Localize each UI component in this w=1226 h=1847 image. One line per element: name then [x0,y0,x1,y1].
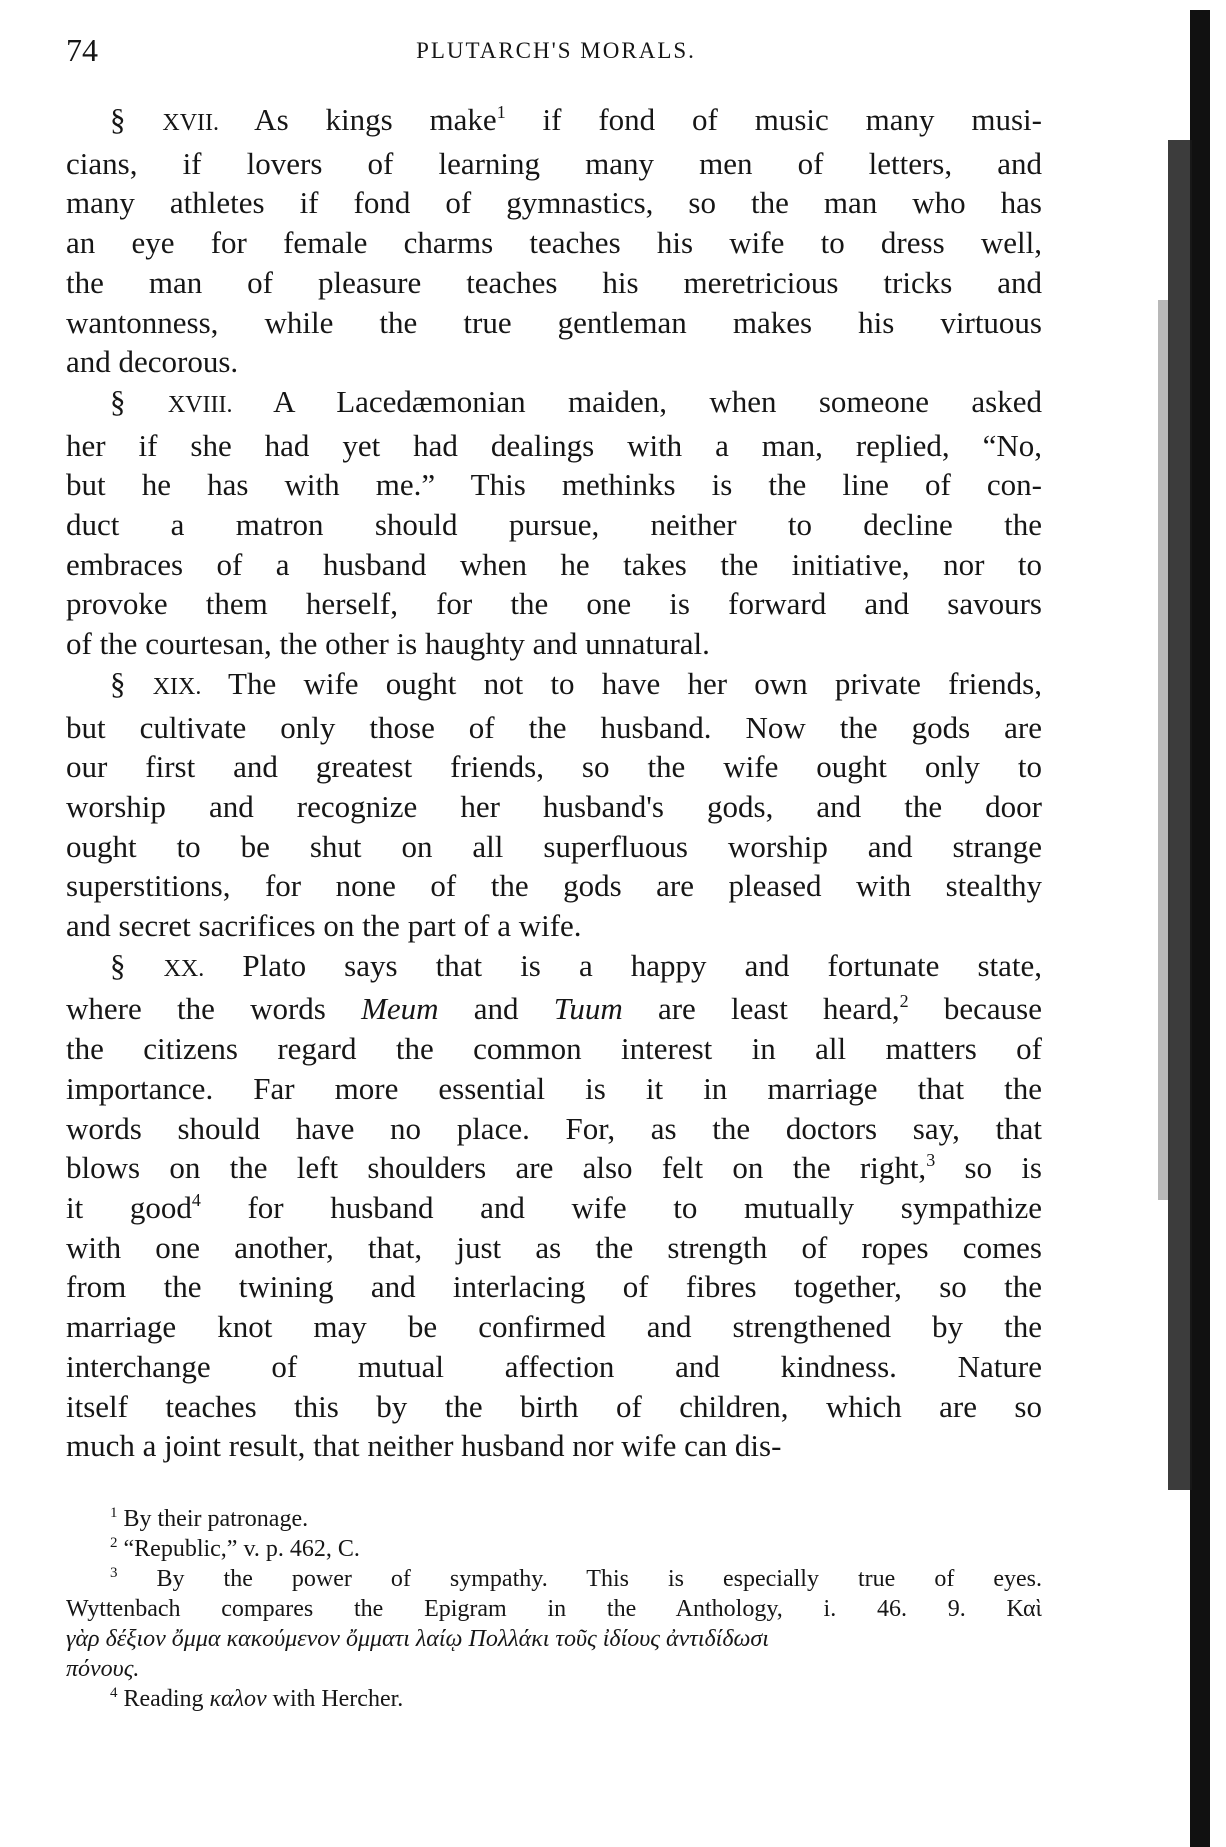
text-line [66,1188,1042,1228]
footnote-continuation [66,1594,1042,1624]
line-text: As kings make [219,102,497,137]
footnote-mark: 1 [110,1505,118,1521]
section-sign: § [110,947,164,983]
text-line [66,1109,1042,1149]
text-line [66,584,1042,624]
line-text: and [438,991,554,1027]
text-line [66,624,1042,664]
footnote-ref-2: 2 [899,991,909,1012]
text-line [66,787,1042,827]
line-text: embraces of a husband when he takes the initiative, nor to [66,546,1042,582]
footnote-ref-1: 1 [496,102,506,122]
line-text: for husband and wife to mutually sympathize [200,1189,1042,1225]
line-text: worship and recognize her husband's gods, and the door [66,788,1042,824]
footnote-2 [66,1534,1042,1564]
binding-shadow-fade [1158,300,1170,1200]
footnote-text: πόνους. [66,1656,140,1682]
footnote-mark: 3 [110,1565,118,1581]
text-line [66,1148,1042,1188]
text-line [66,1347,1042,1387]
footnote-continuation [66,1654,1042,1684]
text-line [66,1228,1042,1268]
italic-word: Tuum [553,991,623,1027]
footnote-continuation [66,1624,1042,1654]
line-text: many athletes if fond of gymnastics, so the man who has [66,185,1042,221]
line-text: so is [935,1150,1042,1186]
line-text: The wife ought not to have her own private friends, [201,665,1042,701]
line-text: her if she had yet had dealings with a man, replied, “No, [66,427,1042,463]
text-line [66,708,1042,748]
line-text: because [908,991,1042,1027]
line-text: A Lacedæmonian maiden, when someone asked [232,383,1042,419]
text-line [66,223,1042,263]
line-text: ought to be shut on all superfluous worship and strange [66,828,1042,864]
text-line [66,303,1042,343]
text-line [66,183,1042,223]
line-text: it good [66,1189,192,1225]
line-text: itself teaches this by the birth of children, which are so [66,1388,1042,1424]
text-line [66,827,1042,867]
text-line [66,100,1042,144]
page-number: 74 [66,32,98,68]
line-text: much a joint result, that neither husband nor wife can dis- [66,1428,782,1464]
footnote-1 [66,1504,1042,1534]
line-text: interchange of mutual affection and kindness. Nature [66,1348,1042,1384]
footnote-ref-3: 3 [926,1150,936,1171]
section-number: XX. [163,955,205,982]
text-line [66,1069,1042,1109]
footnote-4 [66,1684,1042,1714]
binding-shadow-band [1190,10,1210,1847]
footnote-text: Wyttenbach compares the Epigram in the Anthology, i. 46. 9. Καὶ [66,1596,1042,1622]
line-text: are least heard, [622,991,900,1027]
line-text: and decorous. [66,344,239,380]
text-line [66,664,1042,708]
line-text: cians, if lovers of learning many men of letters, and [66,145,1042,181]
text-line [66,1426,1042,1466]
section-sign: § [110,665,153,701]
line-text: and secret sacrifices on the part of a wife. [66,908,582,944]
line-text: Plato says that is a happy and fortunate state, [204,947,1042,983]
footnote-italic: καλον [209,1686,267,1712]
text-line [66,144,1042,184]
footnote-mark: 4 [110,1685,118,1701]
line-text: of the courtesan, the other is haughty and unnatural. [66,626,710,662]
line-text: the man of pleasure teaches his meretricious tricks and [66,264,1042,300]
footnote-mark: 2 [110,1535,118,1551]
line-text: the citizens regard the common interest in all matters of [66,1031,1042,1067]
text-line [66,382,1042,426]
text-line [66,1307,1042,1347]
line-text: duct a matron should pursue, neither to decline the [66,507,1042,543]
line-text: superstitions, for none of the gods are pleased with stealthy [66,868,1042,904]
line-text: if fond of music many musi- [505,102,1042,137]
text-line [66,1387,1042,1427]
line-text: provoke them herself, for the one is forward and savours [66,586,1042,622]
section-number: XVIII. [167,391,233,418]
footnotes [66,1504,1042,1714]
line-text: but cultivate only those of the husband. Now the gods are [66,709,1042,745]
main-text [66,100,1042,1466]
footnote-text: By their patronage. [117,1506,309,1532]
paragraph-3 [66,664,1042,946]
page-header [66,32,1046,76]
line-text: blows on the left shoulders are also felt on the right, [66,1150,927,1186]
footnote-text: with Hercher. [266,1686,404,1712]
line-text: where the words [66,991,362,1027]
footnote-text: Reading [117,1686,210,1712]
paragraph-2 [66,382,1042,664]
section-number: XIX. [152,673,202,700]
text-line [66,1267,1042,1307]
line-text: marriage knot may be confirmed and strengthened by the [66,1309,1042,1345]
line-text: from the twining and interlacing of fibres together, so the [66,1269,1042,1305]
line-text: wantonness, while the true gentleman makes his virtuous [66,304,1042,340]
line-text: our first and greatest friends, so the wife ought only to [66,749,1042,785]
line-text: words should have no place. For, as the doctors say, that [66,1110,1042,1146]
text-line [66,906,1042,946]
text-line [66,866,1042,906]
footnote-text: By the power of sympathy. This is especially true of eyes. [117,1566,1042,1592]
text-line [66,263,1042,303]
footnote-text: “Republic,” v. p. 462, C. [117,1536,360,1562]
text-line [66,426,1042,466]
text-line [66,505,1042,545]
text-line [66,747,1042,787]
footnote-ref-4: 4 [191,1189,201,1210]
text-line [66,1029,1042,1069]
section-sign: § [110,102,163,137]
running-title: PLUTARCH'S MORALS. [416,38,696,63]
italic-word: Meum [361,991,439,1027]
footnote-text: γὰρ δέξιον ὄμμα κακούμενον ὄμματι λαίῳ Πολλάκι τοῦς ἰδίους ἀντιδίδωσι [66,1626,769,1652]
text-line [66,545,1042,585]
section-sign: § [110,383,168,419]
paragraph-1 [66,100,1042,382]
line-text: but he has with me.” This methinks is the line of con- [66,467,1042,503]
section-number: XVII. [162,110,220,136]
paragraph-4 [66,946,1042,1466]
line-text: with one another, that, just as the strength of ropes comes [66,1229,1042,1265]
line-text: an eye for female charms teaches his wife to dress well, [66,225,1042,261]
binding-shadow-inner [1168,140,1192,1490]
text-line [66,946,1042,990]
text-line [66,989,1042,1029]
text-line [66,465,1042,505]
text-line [66,342,1042,382]
line-text: importance. Far more essential is it in marriage that the [66,1070,1042,1106]
footnote-3 [66,1564,1042,1594]
